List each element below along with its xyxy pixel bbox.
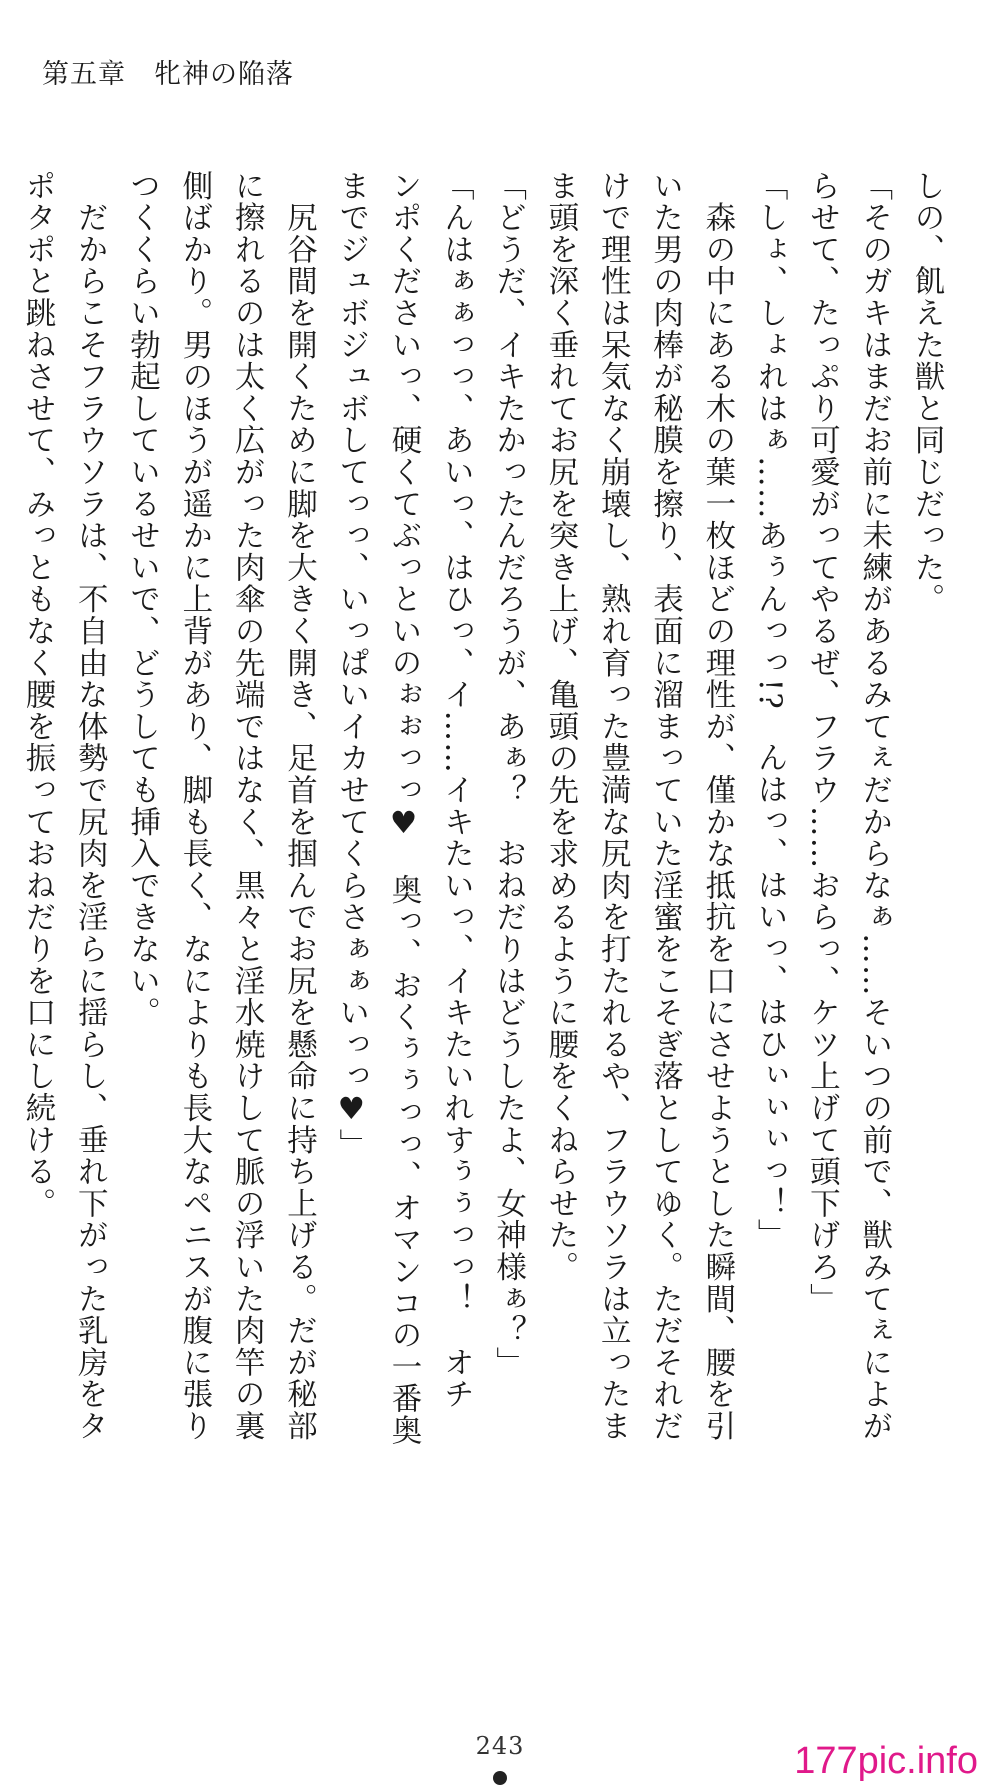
text-line: 「そのガキはまだお前に未練があるみてぇだからなぁ……そいつの前で、獣みてぇによが bbox=[856, 170, 892, 1442]
text-line: に擦れるのは太く広がった肉傘の先端ではなく、黒々と淫水焼けして脈の浮いた肉竿の裏 bbox=[229, 170, 265, 1442]
text-line: つくくらい勃起しているせいで、どうしても挿入できない。 bbox=[124, 170, 160, 1029]
text-line: いた男の肉棒が秘膜を擦り、表面に溜まっていた淫蜜をこそぎ落としてゆく。ただそれだ bbox=[647, 170, 683, 1442]
text-line: ま頭を深く垂れてお尻を突き上げ、亀頭の先を求めるように腰をくねらせた。 bbox=[542, 170, 578, 1283]
running-head: 第五章 牝神の陥落 bbox=[42, 59, 294, 90]
page-number: 243 bbox=[475, 1732, 525, 1760]
text-line: けで理性は呆気なく崩壊し、熟れ育った豊満な尻肉を打たれるや、フラウソラは立ったま bbox=[595, 170, 631, 1442]
text-line: までジュボジュボしてっっ、いっぱいイカせてくらさぁぁいっっ♥」 bbox=[333, 170, 369, 1161]
text-line: ンポくださいっ、硬くてぶっといのぉぉっっ♥ 奥っ、おくぅぅっっ、オマンコの一番奥 bbox=[386, 170, 422, 1447]
text-line: ポタポと跳ねさせて、みっともなく腰を振っておねだりを口にし続ける。 bbox=[19, 170, 55, 1220]
text-line: 「しょ、しょれはぁ……あぅんっっ!? んはっ、はいっ、はひぃぃぃっ！」 bbox=[752, 170, 788, 1251]
novel-text bbox=[19, 170, 952, 1490]
text-line: 尻谷間を開くために脚を大きく開き、足首を掴んでお尻を懸命に持ち上げる。だが秘部 bbox=[281, 170, 317, 1442]
text-line: 側ばかり。男のほうが遥かに上背があり、脚も長く、なによりも長大なペニスが腹に張り bbox=[176, 170, 212, 1442]
text-line: 「どうだ、イキたかったんだろうが、あぁ？ おねだりはどうしたよ、女神様ぁ？」 bbox=[490, 170, 526, 1379]
text-line: だからこそフラウソラは、不自由な体勢で尻肉を淫らに揺らし、垂れ下がった乳房をタ bbox=[72, 170, 108, 1442]
text-line: 森の中にある木の葉一枚ほどの理性が、僅かな抵抗を口にさせようとした瞬間、腰を引 bbox=[699, 170, 735, 1442]
watermark: 177pic.info bbox=[794, 1740, 978, 1782]
text-line: らせて、たっぷり可愛がってやるぜ、フラウ……おらっ、ケツ上げて頭下げろ」 bbox=[804, 170, 840, 1315]
text-line: しの、飢えた獣と同じだった。 bbox=[909, 170, 944, 616]
page-ornament-icon bbox=[493, 1771, 507, 1785]
text-line: 「んはぁぁっっ、あいっ、はひっ、イ……イキたいっ、イキたいれすぅぅっっ！ オチ bbox=[438, 170, 474, 1411]
